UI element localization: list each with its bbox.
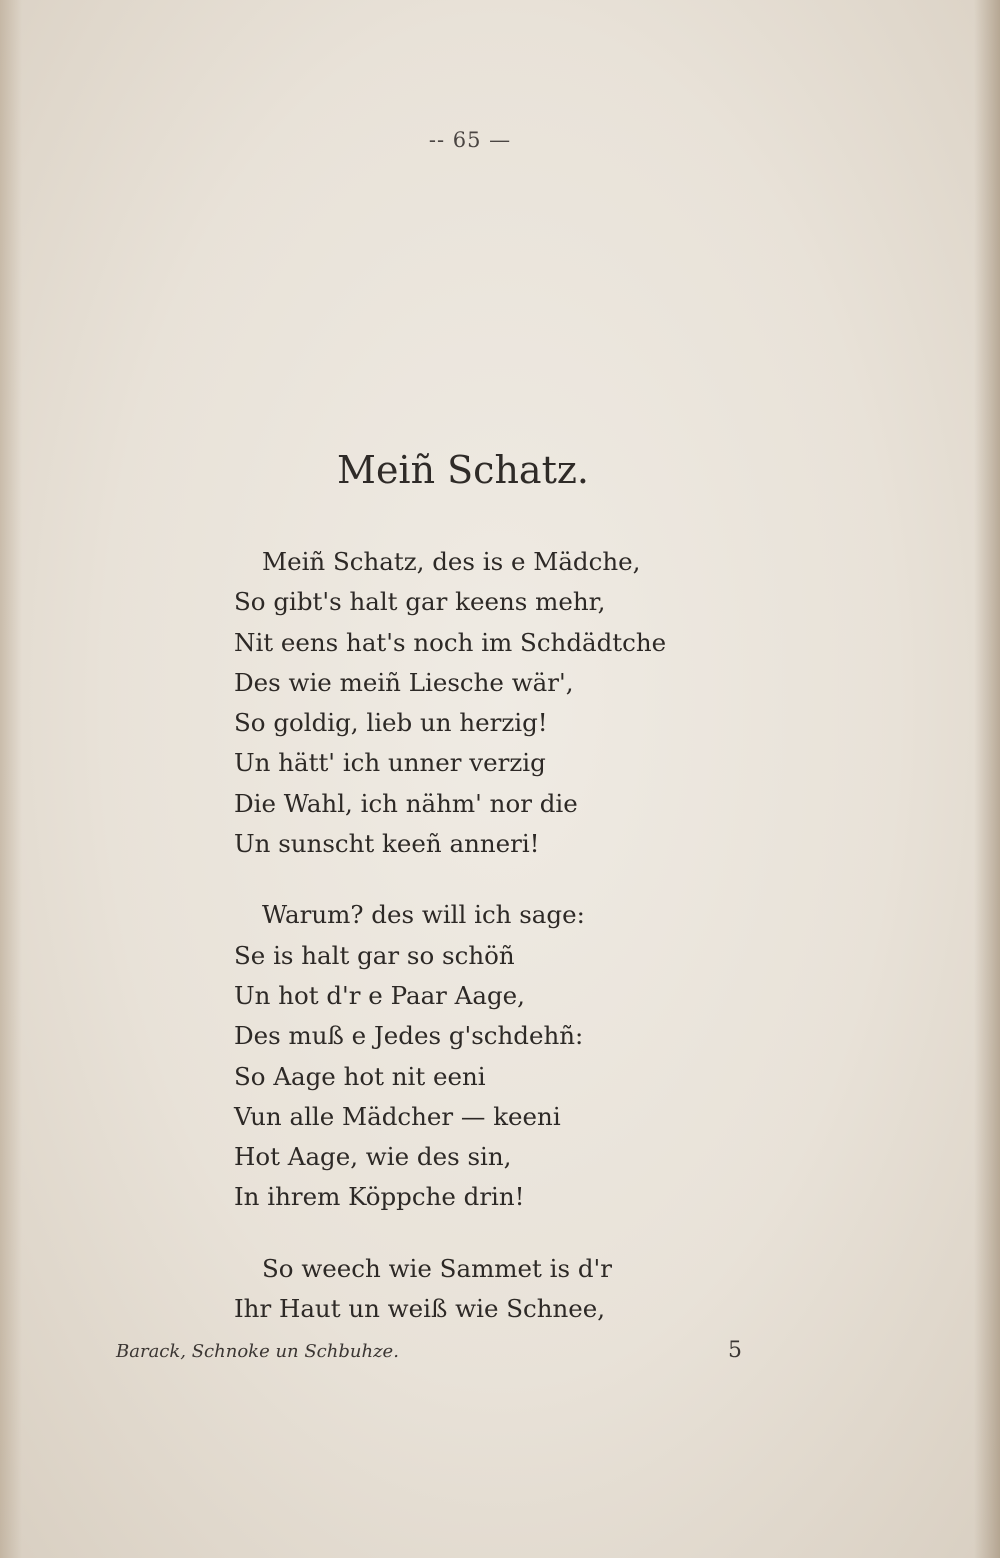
poem-line: Des wie meiñ Liesche wär', (234, 667, 574, 697)
poem-line: So Aage hot nit eeni (234, 1061, 486, 1091)
poem-title: Meiñ Schatz. (337, 448, 589, 492)
poem-line: So weech wie Sammet is d'r (262, 1253, 612, 1283)
poem-line: Un sunscht keeñ anneri! (234, 829, 540, 859)
stanza-3 (234, 1249, 754, 1330)
poem-line: Des muß e Jedes g'schdehñ: (234, 1021, 584, 1051)
poem-line: Se is halt gar so schöñ (234, 940, 515, 970)
stanza-2 (234, 895, 754, 1217)
poem-line: So goldig, lieb un herzig! (234, 708, 548, 738)
poem-line: Un hot d'r e Paar Aage, (234, 980, 525, 1010)
poem-line: Hot Aage, wie des sin, (234, 1142, 512, 1172)
poem-line: Die Wahl, ich nähm' nor die (234, 788, 578, 818)
poem-line: Meiñ Schatz, des is e Mädche, (262, 547, 641, 576)
poem-line: Un hätt' ich unner verzig (234, 748, 546, 778)
stanza-1 (234, 542, 754, 864)
page-number: -- 65 — (428, 128, 512, 152)
poem-line: Nit eens hat's noch im Schdädtche (234, 627, 667, 657)
page-edge-right (974, 0, 1000, 1558)
poem-line: In ihrem Köppche drin! (234, 1182, 525, 1212)
footer-signature: Barack, Schnoke un Schbuhze. (116, 1341, 399, 1362)
poem-line: Vun alle Mädcher — keeni (234, 1101, 561, 1131)
poem-line: So gibt's halt gar keens mehr, (234, 587, 606, 617)
page-edge-left (0, 0, 22, 1558)
poem-line: Ihr Haut un weiß wie Schnee, (234, 1294, 606, 1324)
poem-line: Warum? des will ich sage: (262, 900, 585, 930)
footer-signature-number: 5 (728, 1338, 742, 1363)
poem-body (234, 542, 754, 1360)
